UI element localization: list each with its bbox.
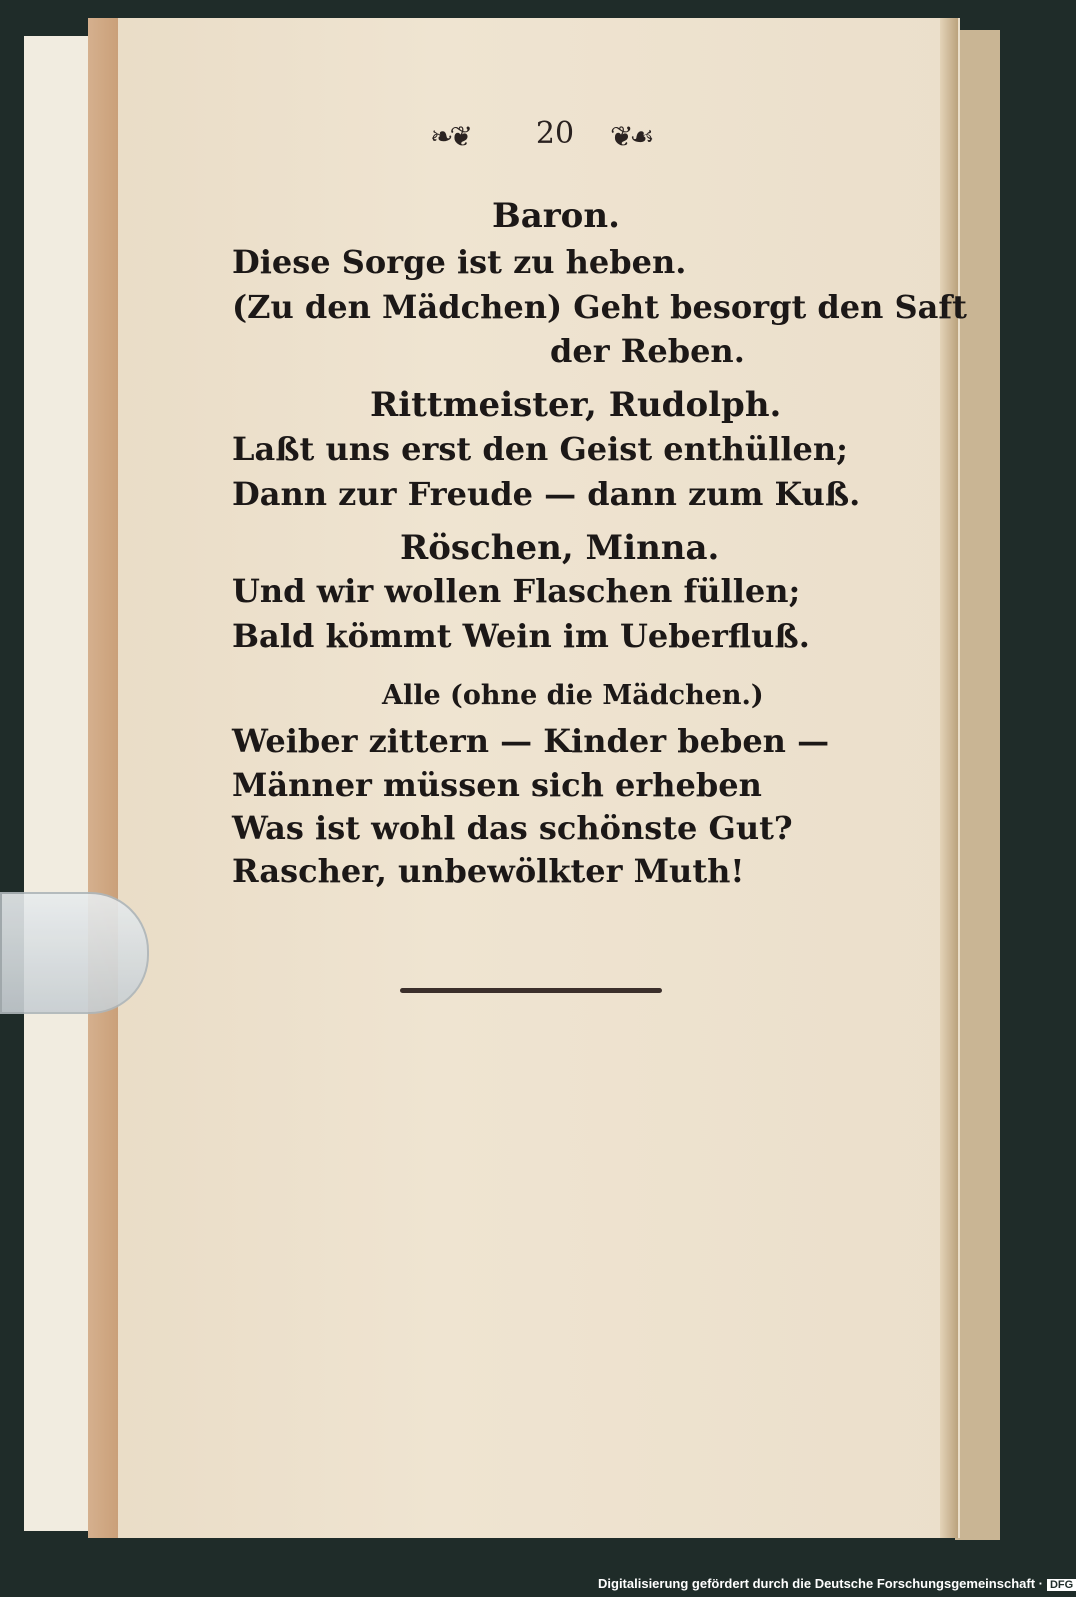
ornament-left-icon: ❧❦ bbox=[430, 120, 469, 153]
page-gutter bbox=[940, 18, 958, 1538]
speaker-heading: Alle (ohne die Mädchen.) bbox=[382, 680, 764, 711]
back-page bbox=[24, 36, 94, 1531]
end-rule bbox=[400, 988, 662, 993]
dfg-logo: DFG bbox=[1047, 1579, 1076, 1591]
verse-line: der Reben. bbox=[550, 332, 745, 370]
digitization-credit bbox=[598, 1576, 1076, 1591]
next-page-edge bbox=[955, 30, 1000, 1540]
speaker-heading: Röschen, Minna. bbox=[400, 528, 720, 568]
verse-line: Dann zur Freude — dann zum Kuß. bbox=[232, 475, 861, 513]
page-holder-clip bbox=[0, 892, 149, 1014]
page-number: 20 bbox=[535, 116, 575, 151]
verse-line: Was ist wohl das schönste Gut? bbox=[232, 809, 793, 847]
verse-line: (Zu den Mädchen) Geht besorgt den Saft bbox=[232, 288, 967, 326]
verse-line: Männer müssen sich erheben bbox=[232, 766, 762, 804]
verse-line: Diese Sorge ist zu heben. bbox=[232, 243, 687, 281]
verse-line: Rascher, unbewölkter Muth! bbox=[232, 852, 745, 890]
verse-line: Und wir wollen Flaschen füllen; bbox=[232, 572, 801, 610]
verse-line: Weiber zittern — Kinder beben — bbox=[232, 722, 830, 760]
speaker-heading: Baron. bbox=[492, 196, 620, 236]
verse-line: Bald kömmt Wein im Ueberfluß. bbox=[232, 617, 810, 655]
ornament-right-icon: ❦☙ bbox=[610, 120, 651, 153]
credit-text: Digitalisierung gefördert durch die Deutsche Forschungsgemeinschaft · bbox=[598, 1576, 1043, 1591]
verse-line: Laßt uns erst den Geist enthüllen; bbox=[232, 430, 848, 468]
page-header bbox=[420, 108, 690, 158]
speaker-heading: Rittmeister, Rudolph. bbox=[370, 385, 782, 425]
page-fore-edge bbox=[88, 18, 118, 1538]
